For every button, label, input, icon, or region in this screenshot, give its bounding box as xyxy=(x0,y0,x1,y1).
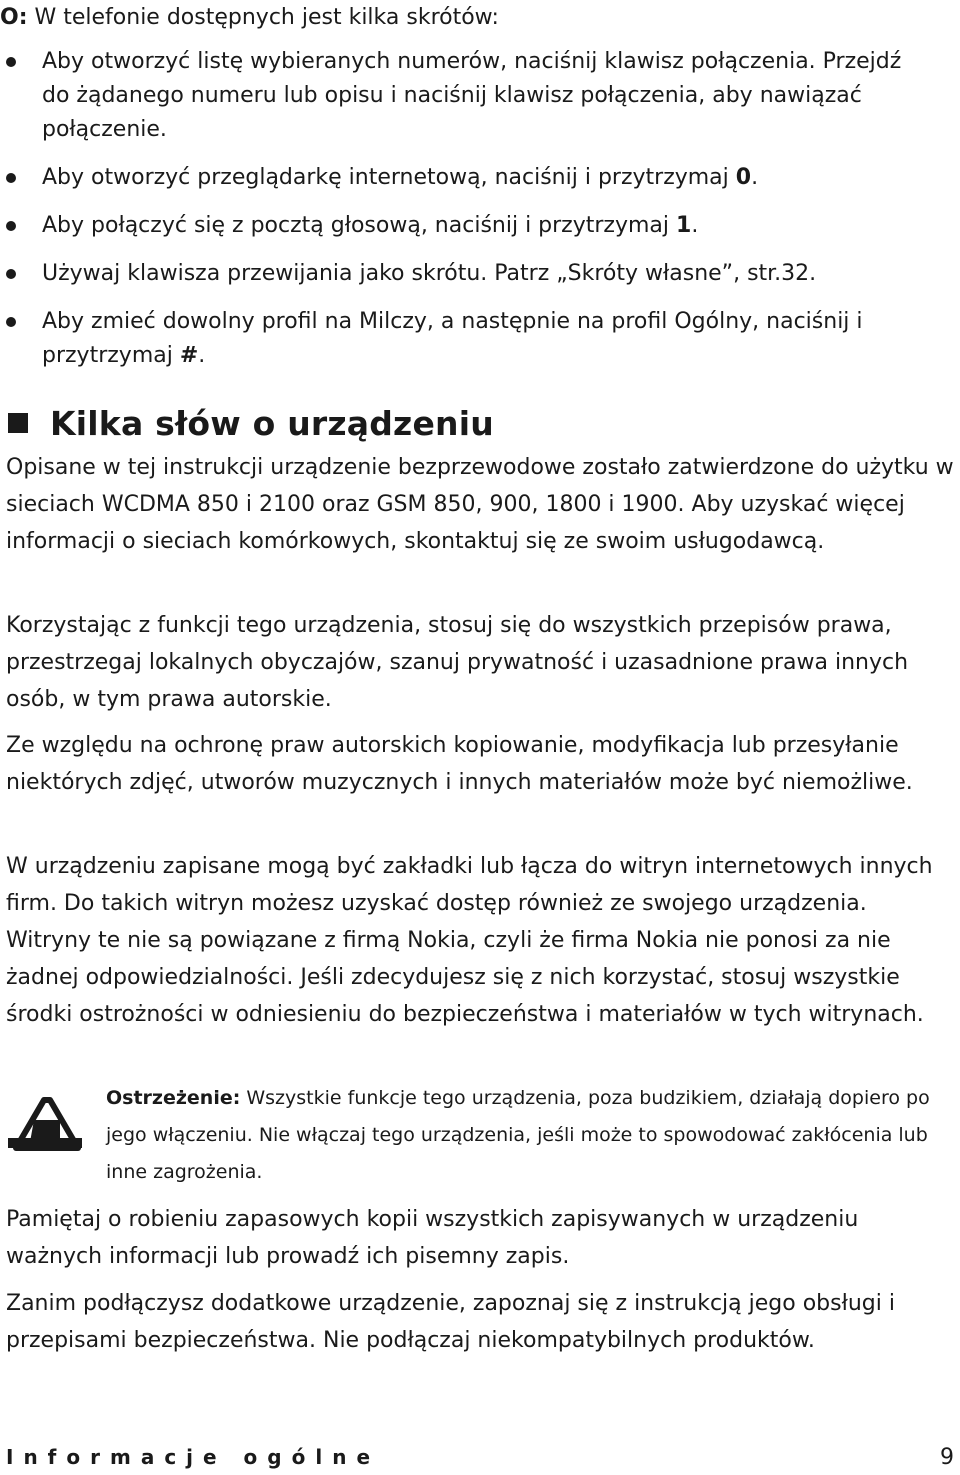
paragraph-laws: Korzystając z funkcji tego urządzenia, stosuj się do wszystkich przepisów prawa, przestrzegaj lokalnych obyczajów, szanuj prywatność i uzasadnione prawa innych osób, w tym prawa autorskie. xyxy=(6,613,909,712)
paragraph-networks: Opisane w tej instrukcji urządzenie bezprzewodowe zostało zatwierdzone do użytku w sieciach WCDMA 850 i 2100 oraz GSM 850, 900, 1800 i 1900. Aby uzyskać więcej informacji o sieciach komórkowych, skontaktuj się ze swoim usługodawcą. xyxy=(6,455,954,554)
section-title: Kilka słów o urządzeniu xyxy=(50,403,494,443)
section-heading xyxy=(0,398,494,448)
paragraph-copyright: Ze względu na ochronę praw autorskich kopiowanie, modyfikacja lub przesyłanie niektórych zdjęć, utworów muzycznych i innych materiałów może być niemożliwe. xyxy=(6,733,913,795)
shortcut-suffix: . xyxy=(198,343,206,368)
page-number: 9 xyxy=(940,1445,954,1470)
list-item xyxy=(0,45,930,147)
shortcut-text: Aby zmieć dowolny profil na Milczy, a następnie na profil Ogólny, naciśnij i przytrzymaj xyxy=(42,309,863,368)
shortcut-list xyxy=(0,45,930,387)
warning-note xyxy=(0,1080,955,1188)
list-item xyxy=(0,257,930,291)
qa-line xyxy=(0,3,499,33)
shortcut-text: Aby otworzyć przeglądarkę internetową, naciśnij i przytrzymaj xyxy=(42,165,736,190)
paragraph-bookmarks: W urządzeniu zapisane mogą być zakładki lub łącza do witryn internetowych innych firm. Do takich witryn możesz uzyskać dostęp również ze swojego urządzenia. Witryny te nie są powiązane z firmą Nokia, czyli że firma Nokia nie ponosi za nie żadnej odpowiedzialności. Jeśli zdecydujesz się z nich korzystać, stosuj wszystkie środki ostrożności w odniesieniu do bezpieczeństwa i materiałów w tych witrynach. xyxy=(6,854,933,1027)
shortcut-suffix: . xyxy=(691,213,699,238)
warning-triangle-icon xyxy=(6,1094,84,1152)
list-item xyxy=(0,209,930,243)
warning-text xyxy=(106,1080,952,1191)
key-label: # xyxy=(179,343,199,368)
list-item xyxy=(0,305,930,373)
warning-body: Wszystkie funkcje tego urządzenia, poza budzikiem, działają dopiero po jego włączeniu. Nie włączaj tego urządzenia, jeśli może to spowodować zakłócenia lub inne zagrożenia. xyxy=(106,1087,930,1183)
shortcut-text: Aby połączyć się z pocztą głosową, naciśnij i przytrzymaj xyxy=(42,213,677,238)
key-label: 0 xyxy=(735,165,752,190)
footer-section-title: Informacje ogólne xyxy=(6,1445,381,1469)
paragraph-backup: Pamiętaj o robieniu zapasowych kopii wszystkich zapisywanych w urządzeniu ważnych informacji lub prowadź ich pisemny zapis. xyxy=(6,1207,859,1269)
qa-prefix: O: xyxy=(0,5,28,30)
shortcut-suffix: . xyxy=(751,165,759,190)
shortcut-text: Aby otworzyć listę wybieranych numerów, naciśnij klawisz połączenia. Przejdź do żądanego numeru lub opisu i naciśnij klawisz połączenia, aby nawiązać połączenie. xyxy=(42,49,902,142)
list-item xyxy=(0,161,930,195)
warning-label: Ostrzeżenie: xyxy=(106,1087,241,1109)
section-square-icon xyxy=(8,413,28,433)
shortcut-text: Używaj klawisza przewijania jako skrótu. Patrz „Skróty własne”, str.32. xyxy=(42,261,817,286)
key-label: 1 xyxy=(676,213,692,238)
qa-text: W telefonie dostępnych jest kilka skrótów: xyxy=(27,5,499,30)
paragraph-accessories: Zanim podłączysz dodatkowe urządzenie, zapoznaj się z instrukcją jego obsługi i przepisami bezpieczeństwa. Nie podłączaj niekompatybilnych produktów. xyxy=(6,1291,895,1353)
